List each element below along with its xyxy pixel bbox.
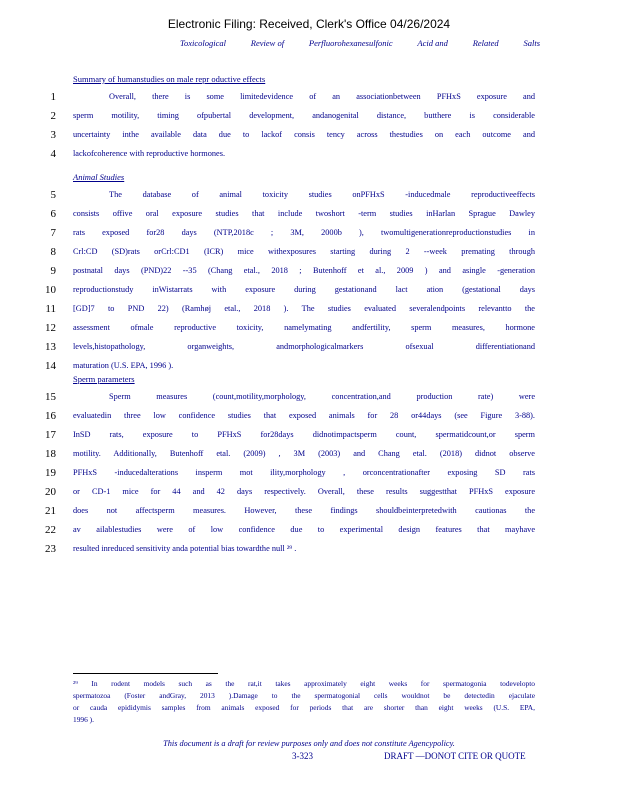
line-number: 1	[50, 91, 56, 103]
line-number: 10	[45, 284, 56, 296]
text-line: or CD-1 mice for 44 and 42 days respectively. Overall, these results suggestthat PFHxS exposure	[73, 487, 535, 496]
text-line: lackofcoherence with reproductive hormones.	[73, 149, 226, 158]
text-line: resulted inreduced sensitivity anda potential bias towardthe null ²⁹ .	[73, 544, 297, 553]
line-number: 8	[50, 246, 56, 258]
line-number: 20	[45, 486, 56, 498]
footnote-line: 1996 ).	[73, 715, 94, 724]
footnote-line: spermatozoa (Foster andGray, 2013 ).Damage to the spermatogonial cells wouldnot be detectedin ejaculate	[73, 691, 535, 700]
line-number: 14	[45, 360, 56, 372]
text-line: motility. Additionally, Butenhoff etal. (2009) , 3M (2003) and Chang etal. (2018) didnot observe	[73, 449, 535, 458]
line-number: 21	[45, 505, 56, 517]
line-number: 9	[50, 265, 56, 277]
draft-notice: DRAFT —DONOT CITE OR QUOTE	[384, 751, 526, 761]
text-line: [GD]7 to PND 22) (Ramhøj etal., 2018 ). The studies evaluated severalendpoints relevantto the	[73, 304, 535, 313]
section-heading: Sperm parameters	[73, 374, 135, 384]
line-number: 7	[50, 227, 56, 239]
running-header-word: Related	[472, 38, 499, 48]
draft-disclaimer: This document is a draft for review purposes only and does not constitute Agencypolicy.	[163, 739, 455, 748]
text-line: Overall, there is some limitedevidence of an associationbetween PFHxS exposure and	[109, 92, 535, 101]
text-line: sperm motility, timing ofpubertal development, andanogenital distance, butthere is considerable	[73, 111, 535, 120]
line-number: 23	[45, 543, 56, 555]
line-number: 17	[45, 429, 56, 441]
text-line: InSD rats, exposure to PFHxS for28days didnotimpactsperm count, spermatidcount,or sperm	[73, 430, 535, 439]
running-header	[180, 38, 540, 48]
footnote-line: ²⁹ In rodent models such as the rat,it takes approximately eight weeks for spermatogonia todevelopto	[73, 679, 535, 688]
line-number: 22	[45, 524, 56, 536]
line-number: 18	[45, 448, 56, 460]
line-number: 12	[45, 322, 56, 334]
filing-stamp: Electronic Filing: Received, Clerk's Office 04/26/2024	[167, 17, 451, 31]
text-line: does not affectsperm measures. However, these findings shouldbeinterpretedwith cautionas the	[73, 506, 535, 515]
page-number: 3-323	[292, 751, 313, 761]
line-number: 11	[45, 303, 56, 315]
text-line: reproductionstudy inWistarrats with exposure during gestationand lact ation (gestational days	[73, 285, 535, 294]
line-number: 19	[45, 467, 56, 479]
text-line: rats exposed for28 days (NTP,2018c ; 3M, 2000b ), twomultigenerationreproductionstudies in	[73, 228, 535, 237]
line-number: 16	[45, 410, 56, 422]
line-number: 5	[50, 189, 56, 201]
line-number: 2	[50, 110, 56, 122]
text-line: av ailablestudies were of low confidence due to experimental design features that mayhave	[73, 525, 535, 534]
footnote-rule	[73, 673, 218, 674]
line-number: 15	[45, 391, 56, 403]
text-line: maturation (U.S. EPA, 1996 ).	[73, 361, 174, 370]
text-line: Crl:CD (SD)rats orCrl:CD1 (ICR) mice withexposures starting during 2 --week premating through	[73, 247, 535, 256]
text-line: consists offive oral exposure studies that include twoshort -term studies inHarlan Sprague Dawley	[73, 209, 535, 218]
running-header-word: Review of	[250, 38, 285, 48]
line-number: 3	[50, 129, 56, 141]
text-line: The database of animal toxicity studies onPFHxS -inducedmale reproductiveeffects	[109, 190, 535, 199]
running-header-word: Toxicological	[180, 38, 226, 48]
running-header-word: Acid and	[417, 38, 448, 48]
text-line: levels,histopathology, organweights, andmorphologicalmarkers ofsexual differentiationand	[73, 342, 535, 351]
section-heading: Summary of humanstudies on male repr oductive effects	[73, 74, 266, 84]
text-line: evaluatedin three low confidence studies that exposed animals for 28 or44days (see Figure 3-88).	[73, 411, 535, 420]
line-number: 13	[45, 341, 56, 353]
text-line: uncertainty inthe available data due to lackof consis tency across thestudies on each outcome and	[73, 130, 535, 139]
text-line: postnatal days (PND)22 --35 (Chang etal., 2018 ; Butenhoff et al., 2009 ) and asingle -generation	[73, 266, 535, 275]
footnote-line: or cauda epididymis samples from animals exposed for periods that are shorter than eight weeks (U.S. EPA,	[73, 703, 535, 712]
running-header-word: Perfluorohexanesulfonic	[308, 38, 393, 48]
text-line: assessment ofmale reproductive toxicity, namelymating andfertility, sperm measures, hormone	[73, 323, 535, 332]
line-number: 4	[50, 148, 56, 160]
text-line: Sperm measures (count,motility,morphology, concentration,and production rate) were	[109, 392, 535, 401]
text-line: PFHxS -inducedalterations insperm mot ility,morphology , orconcentrationafter exposing SD rats	[73, 468, 535, 477]
running-header-word: Salts	[523, 38, 540, 48]
section-heading: Animal Studies	[73, 172, 125, 182]
line-number: 6	[50, 208, 56, 220]
